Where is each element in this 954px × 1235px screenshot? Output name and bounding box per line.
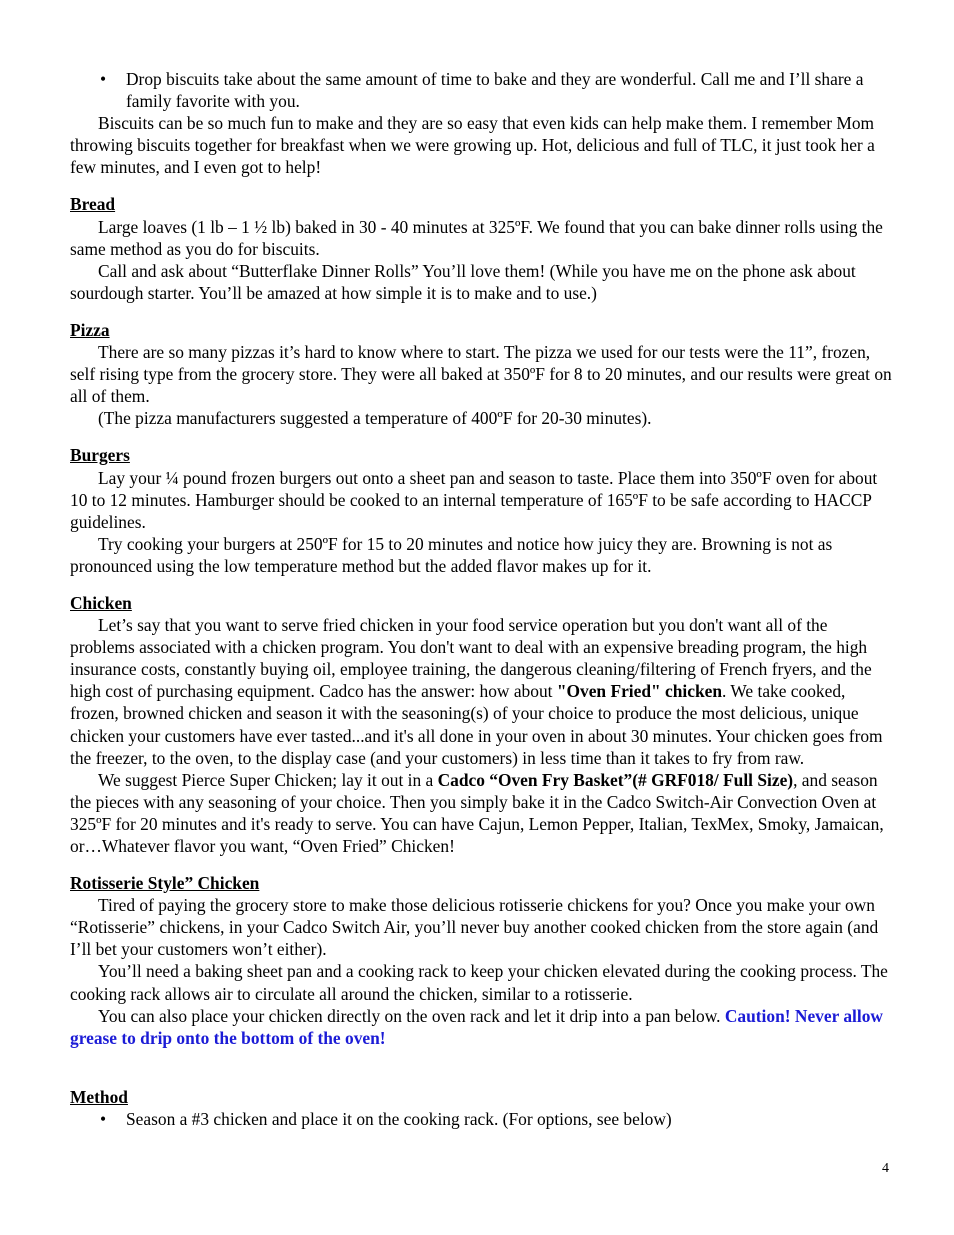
list-item <box>70 1108 895 1130</box>
bullet-icon: • <box>100 69 107 89</box>
chicken-heading: Chicken <box>70 592 132 613</box>
caution-warning: Caution! Never allow grease to drip onto the bottom of the oven! <box>70 1005 883 1048</box>
chicken-p1-bold: "Oven Fried" chicken <box>556 681 723 702</box>
chicken-p2-text-b: , and season the pieces with any seasoning of your choice. Then you simply bake it in the Cadco Switch-Air Convection Oven at 325ºF for 20 minutes and it's ready to serve. You can have Cajun, Lemon Pepper, Italian, TexMex, Smoky, Jamaican, or…Whatever flavor you want, “Oven Fried” Chicken! <box>70 769 884 856</box>
chicken-p2-text-a: We suggest Pierce Super Chicken; lay it out in a <box>98 769 438 790</box>
method-heading: Method <box>70 1086 128 1107</box>
biscuits-paragraph: Biscuits can be so much fun to make and they are so easy that even kids can help make them. I remember Mom throwing biscuits together for breakfast when we were growing up. Hot, delicious and full of TLC, it just took her a few minutes, and I even got to help! <box>70 113 875 178</box>
page-number: 4 <box>882 1161 889 1176</box>
rotisserie-paragraph-1: Tired of paying the grocery store to make those delicious rotisserie chickens for you? Once you make your own “Rotisserie” chickens, in your Cadco Switch Air, you’ll never buy another cooked chicken from the store again (and I’ll bet your customers won’t either). <box>70 895 879 960</box>
rotisserie-heading: Rotisserie Style” Chicken <box>70 873 260 894</box>
pizza-paragraph-2: (The pizza manufacturers suggested a temperature of 400ºF for 20-30 minutes). <box>98 408 652 429</box>
document-page <box>70 68 895 1130</box>
list-item <box>70 68 895 112</box>
bullet-text: Drop biscuits take about the same amount of time to bake and they are wonderful. Call me and I’ll share a family favorite with you. <box>126 69 864 112</box>
chicken-paragraph-2 <box>70 769 895 857</box>
bread-paragraph-1: Large loaves (1 lb – 1 ½ lb) baked in 30 - 40 minutes at 325ºF. We found that you can bake dinner rolls using the same method as you do for biscuits. <box>70 216 883 259</box>
bullet-icon: • <box>100 1108 107 1129</box>
chicken-paragraph-1 <box>70 614 895 769</box>
burgers-heading: Burgers <box>70 445 130 466</box>
pizza-paragraph-1: There are so many pizzas it’s hard to know where to start. The pizza we used for our tests were the 11”, frozen, self rising type from the grocery store. They were all baked at 350ºF for 8 to 20 minutes, and our results were great on all of them. <box>70 342 892 407</box>
pizza-heading: Pizza <box>70 319 110 340</box>
bread-heading: Bread <box>70 194 116 215</box>
bread-paragraph-2: Call and ask about “Butterflake Dinner Rolls” You’ll love them! (While you have me on the phone ask about sourdough starter. You’ll be amazed at how simple it is to make and to use.) <box>70 260 856 303</box>
chicken-p1-text-b: . We take cooked, frozen, browned chicken and season it with the seasoning(s) of your choice to produce the most delicious, unique chicken your customers have ever tasted...and it's all done in your oven in about 30 minutes. Your chicken goes from the freezer, to the oven, to the display case (and your customers) in less time than it takes to fry from raw. <box>70 681 883 768</box>
bullet-text: Season a #3 chicken and place it on the cooking rack. (For options, see below) <box>126 1108 672 1129</box>
chicken-p2-bold: Cadco “Oven Fry Basket”(# GRF018/ Full Size) <box>437 769 794 790</box>
burgers-paragraph-1: Lay your ¼ pound frozen burgers out onto a sheet pan and season to taste. Place them into 350ºF oven for about 10 to 12 minutes. Hamburger should be cooked to an internal temperature of 165ºF to be safe according to HACCP guidelines. <box>70 467 878 532</box>
burgers-paragraph-2: Try cooking your burgers at 250ºF for 15 to 20 minutes and notice how juicy they are. Browning is not as pronounced using the low temperature method but the added flavor makes up for it. <box>70 533 833 576</box>
rotisserie-paragraph-3 <box>70 1005 895 1049</box>
rotisserie-paragraph-2: You’ll need a baking sheet pan and a cooking rack to keep your chicken elevated during the cooking process. The cooking rack allows air to circulate all around the chicken, similar to a rotisserie. <box>70 961 888 1004</box>
rotisserie-p3-text: You can also place your chicken directly on the oven rack and let it drip into a pan below. <box>98 1005 725 1026</box>
chicken-p1-text-a: Let’s say that you want to serve fried chicken in your food service operation but you don't want all of the problems associated with a chicken program. You don't want to deal with an expensive breading program, the high insurance costs, constantly buying oil, employee training, the dangerous cleaning/filtering of French fryers, and the high cost of purchasing equipment. Cadco has the answer: how about <box>70 615 872 702</box>
